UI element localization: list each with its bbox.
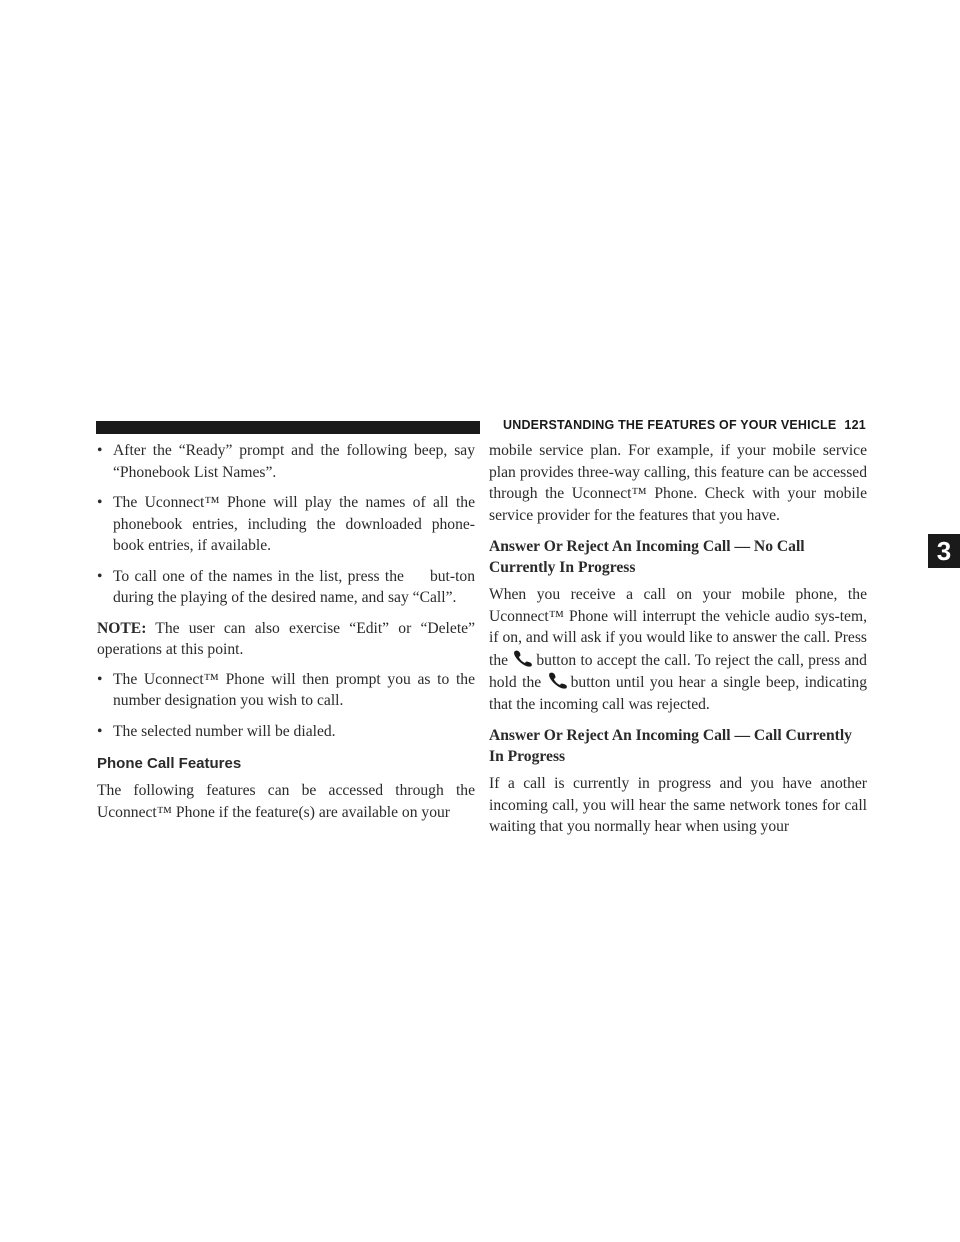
phone-handset-icon xyxy=(547,671,571,689)
note-paragraph xyxy=(97,618,475,661)
list-item: • The Uconnect™ Phone will play the names of all the phonebook entries, including the downloaded phone-book entries, if available. xyxy=(97,494,475,554)
bullet-mark: • xyxy=(97,722,103,740)
intro-paragraph: The following features can be accessed through the Uconnect™ Phone if the feature(s) are available on your xyxy=(97,782,475,821)
note-label: NOTE: xyxy=(97,619,147,637)
call-waiting-paragraph: If a call is currently in progress and you have another incoming call, you will hear the same network tones for call waiting that you normally hear when using your xyxy=(489,775,867,835)
continuation-paragraph: mobile service plan. For example, if your mobile service plan provides three-way calling, this feature can be accessed through the Uconnect™ Phone. Check with your mobile service provider for the features that you have. xyxy=(489,442,867,524)
list-item: • The Uconnect™ Phone will then prompt you as to the number designation you wish to call. xyxy=(97,670,475,709)
left-column xyxy=(97,440,475,831)
note-text: The user can also exercise “Edit” or “Delete” operations at this point. xyxy=(97,619,475,658)
phone-handset-icon xyxy=(512,649,536,667)
chapter-tab: 3 xyxy=(928,534,960,568)
subsection-heading-call-in-progress: Answer Or Reject An Incoming Call — Call Currently In Progress xyxy=(489,727,852,765)
subsection-heading-no-call: Answer Or Reject An Incoming Call — No Call Currently In Progress xyxy=(489,538,805,576)
right-column xyxy=(489,440,867,846)
section-heading: Phone Call Features xyxy=(97,755,242,772)
running-header xyxy=(503,418,866,432)
bullet-mark: • xyxy=(97,670,103,688)
page-number: 121 xyxy=(844,418,866,432)
bullet-mark: • xyxy=(97,494,103,511)
list-item: • To call one of the names in the list, press the but-ton during the playing of the desired name, and say “Call”. xyxy=(97,567,475,606)
list-item: • After the “Ready” prompt and the following beep, say “Phonebook List Names”. xyxy=(97,442,475,481)
answer-reject-paragraph: When you receive a call on your mobile phone, the Uconnect™ Phone will interrupt the vehicle audio sys-tem, if on, and will ask if you would like to answer the call. Press the button to accept the call. To reject the call, press and hold the button until you hear a single beep, indicating that the incoming call was rejected. xyxy=(489,586,867,713)
header-rule xyxy=(96,421,480,434)
list-item: • The selected number will be dialed. xyxy=(97,721,475,743)
bullet-mark: • xyxy=(97,442,103,459)
bullet-mark: • xyxy=(97,567,103,585)
header-title: UNDERSTANDING THE FEATURES OF YOUR VEHICLE xyxy=(503,418,837,432)
